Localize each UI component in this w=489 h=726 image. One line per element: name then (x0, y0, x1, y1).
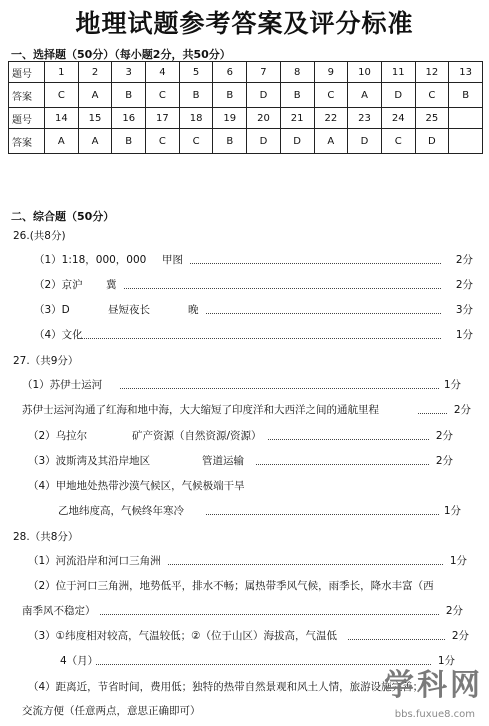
answer-cell: D (280, 129, 314, 154)
q-num: 1 (45, 62, 79, 83)
score-label: 2分 (455, 279, 473, 291)
q-num: 16 (112, 108, 146, 129)
score-label: 1分 (437, 655, 455, 667)
dot-leader (206, 514, 439, 515)
answer-text: （1）苏伊士运河 (22, 379, 103, 391)
table-row (9, 62, 483, 83)
answer-cell: D (348, 129, 382, 154)
score-label: 1分 (443, 505, 461, 517)
q-num: 4 (146, 62, 180, 83)
dot-leader (78, 338, 441, 339)
q-num: 18 (179, 108, 213, 129)
answer-text: （3）①纬度相对较高，气温较低；②（位于山区）海拔高，气温低 (28, 630, 338, 642)
answer-cell: C (314, 83, 348, 108)
q-num: 12 (415, 62, 449, 83)
answer-cell: D (247, 83, 281, 108)
q27-line-5 (28, 478, 479, 494)
watermark-logo: 学科网 (384, 668, 483, 703)
q-num: 9 (314, 62, 348, 83)
score-label: 2分 (435, 455, 453, 467)
row-label-ans: 答案 (9, 83, 45, 108)
dot-leader (190, 263, 441, 264)
q-num: 25 (415, 108, 449, 129)
q-num: 24 (381, 108, 415, 129)
dot-leader (206, 313, 441, 314)
row-label-ans: 答案 (9, 129, 45, 154)
answer-cell (449, 129, 483, 154)
answer-cell: C (45, 83, 79, 108)
answer-cell: B (179, 83, 213, 108)
answer-cell: D (381, 83, 415, 108)
row-label-num: 题号 (9, 108, 45, 129)
answer-cell: A (78, 83, 112, 108)
q27-line-3 (28, 428, 479, 444)
q28-line-3 (22, 603, 479, 619)
dot-leader (96, 664, 431, 665)
answer-cell: B (112, 129, 146, 154)
q-num: 5 (179, 62, 213, 83)
q27-line-6 (58, 503, 479, 519)
section-2-heading: 二、综合题（50分） (11, 210, 115, 223)
score-label: 2分 (455, 254, 473, 266)
q-num (449, 108, 483, 129)
q28-title: 28.（共8分） (13, 531, 79, 543)
answer-text: （2）乌拉尔 (28, 430, 88, 442)
answer-text: （4）距离近，节省时间，费用低；独特的热带自然景观和风土人情，旅游设施完善； (28, 681, 424, 693)
answer-text: 乙地纬度高，气候终年寒冷 (58, 505, 184, 517)
score-label: 2分 (453, 404, 471, 416)
row-label-num: 题号 (9, 62, 45, 83)
section-1-heading: 一、选择题（50分）（每小题2分，共50分） (11, 48, 231, 61)
answer-text: （3）D (34, 304, 70, 316)
q-num: 7 (247, 62, 281, 83)
q27-line-2 (22, 402, 479, 418)
answer-text: 管道运输 (202, 455, 244, 467)
q-num: 13 (449, 62, 483, 83)
watermark-url: bbs.fuxue8.com (394, 709, 475, 720)
q26-line-1 (34, 252, 479, 268)
answer-cell: A (45, 129, 79, 154)
answer-cell: D (247, 129, 281, 154)
q-num: 11 (381, 62, 415, 83)
score-label: 2分 (451, 630, 469, 642)
answer-text: （2）位于河口三角洲，地势低平，排水不畅；属热带季风气候，雨季长，降水丰富（西 (28, 580, 434, 592)
answer-text: （1）1:18，000，000 (34, 254, 147, 266)
q-num: 22 (314, 108, 348, 129)
q27-line-1 (22, 377, 479, 393)
dot-leader (168, 564, 443, 565)
answer-text: 苏伊士运河沟通了红海和地中海，大大缩短了印度洋和大西洋之间的通航里程 (22, 404, 379, 416)
answer-text: 晚 (188, 304, 199, 316)
dot-leader (120, 388, 439, 389)
answer-cell: A (78, 129, 112, 154)
answer-cell: A (348, 83, 382, 108)
score-label: 3分 (455, 304, 473, 316)
answer-text: （2）京沪 (34, 279, 83, 291)
q26-line-3 (34, 302, 479, 318)
q-num: 21 (280, 108, 314, 129)
q26-line-4 (34, 327, 479, 343)
answer-text: （4）甲地地处热带沙漠气候区，气候极端干旱 (28, 480, 245, 492)
answer-text: 4（月） (60, 655, 99, 667)
answer-cell: B (213, 129, 247, 154)
answer-text: 矿产资源（自然资源/资源） (132, 430, 262, 442)
answer-text: （3）波斯湾及其沿岸地区 (28, 455, 151, 467)
dot-leader (100, 614, 439, 615)
answer-text: 南季风不稳定） (22, 605, 96, 617)
answer-cell: C (415, 83, 449, 108)
q27-heading (13, 353, 479, 369)
q-num: 6 (213, 62, 247, 83)
q-num: 14 (45, 108, 79, 129)
answer-cell: C (179, 129, 213, 154)
answer-cell: B (280, 83, 314, 108)
q28-line-2 (28, 578, 479, 594)
answer-text: 冀 (106, 279, 117, 291)
answer-table (8, 61, 483, 154)
dot-leader (256, 464, 429, 465)
table-row (9, 108, 483, 129)
answer-cell: D (415, 129, 449, 154)
score-label: 1分 (443, 379, 461, 391)
q-num: 10 (348, 62, 382, 83)
q28-heading (13, 529, 479, 545)
dot-leader (124, 288, 441, 289)
score-label: 2分 (445, 605, 463, 617)
q26-title: 26.(共8分) (13, 230, 66, 242)
q28-line-1 (28, 553, 479, 569)
score-label: 1分 (449, 555, 467, 567)
dot-leader (348, 639, 445, 640)
q27-line-4 (28, 453, 479, 469)
dot-leader (268, 439, 429, 440)
q-num: 3 (112, 62, 146, 83)
table-row (9, 129, 483, 154)
q28-line-4 (28, 628, 479, 644)
q27-title: 27.（共9分） (13, 355, 79, 367)
table-row (9, 83, 483, 108)
page-title: 地理试题参考答案及评分标准 (75, 9, 414, 38)
answer-cell: C (146, 83, 180, 108)
answer-cell: B (213, 83, 247, 108)
q-num: 19 (213, 108, 247, 129)
dot-leader (418, 413, 447, 414)
answer-text: 甲图 (162, 254, 183, 266)
q26-line-2 (34, 277, 479, 293)
q-num: 15 (78, 108, 112, 129)
answer-cell: C (146, 129, 180, 154)
answer-cell: C (381, 129, 415, 154)
q-num: 2 (78, 62, 112, 83)
q26-heading (13, 228, 479, 244)
q-num: 20 (247, 108, 281, 129)
answer-cell: A (314, 129, 348, 154)
score-label: 1分 (455, 329, 473, 341)
q-num: 8 (280, 62, 314, 83)
score-label: 2分 (435, 430, 453, 442)
q-num: 17 (146, 108, 180, 129)
answer-text: （4）文化 (34, 329, 83, 341)
answer-text: 交流方便（任意两点，意思正确即可） (22, 705, 201, 717)
answer-text: 昼短夜长 (108, 304, 150, 316)
answer-text: （1）河流沿岸和河口三角洲 (28, 555, 161, 567)
q-num: 23 (348, 108, 382, 129)
answer-cell: B (449, 83, 483, 108)
answer-cell: B (112, 83, 146, 108)
